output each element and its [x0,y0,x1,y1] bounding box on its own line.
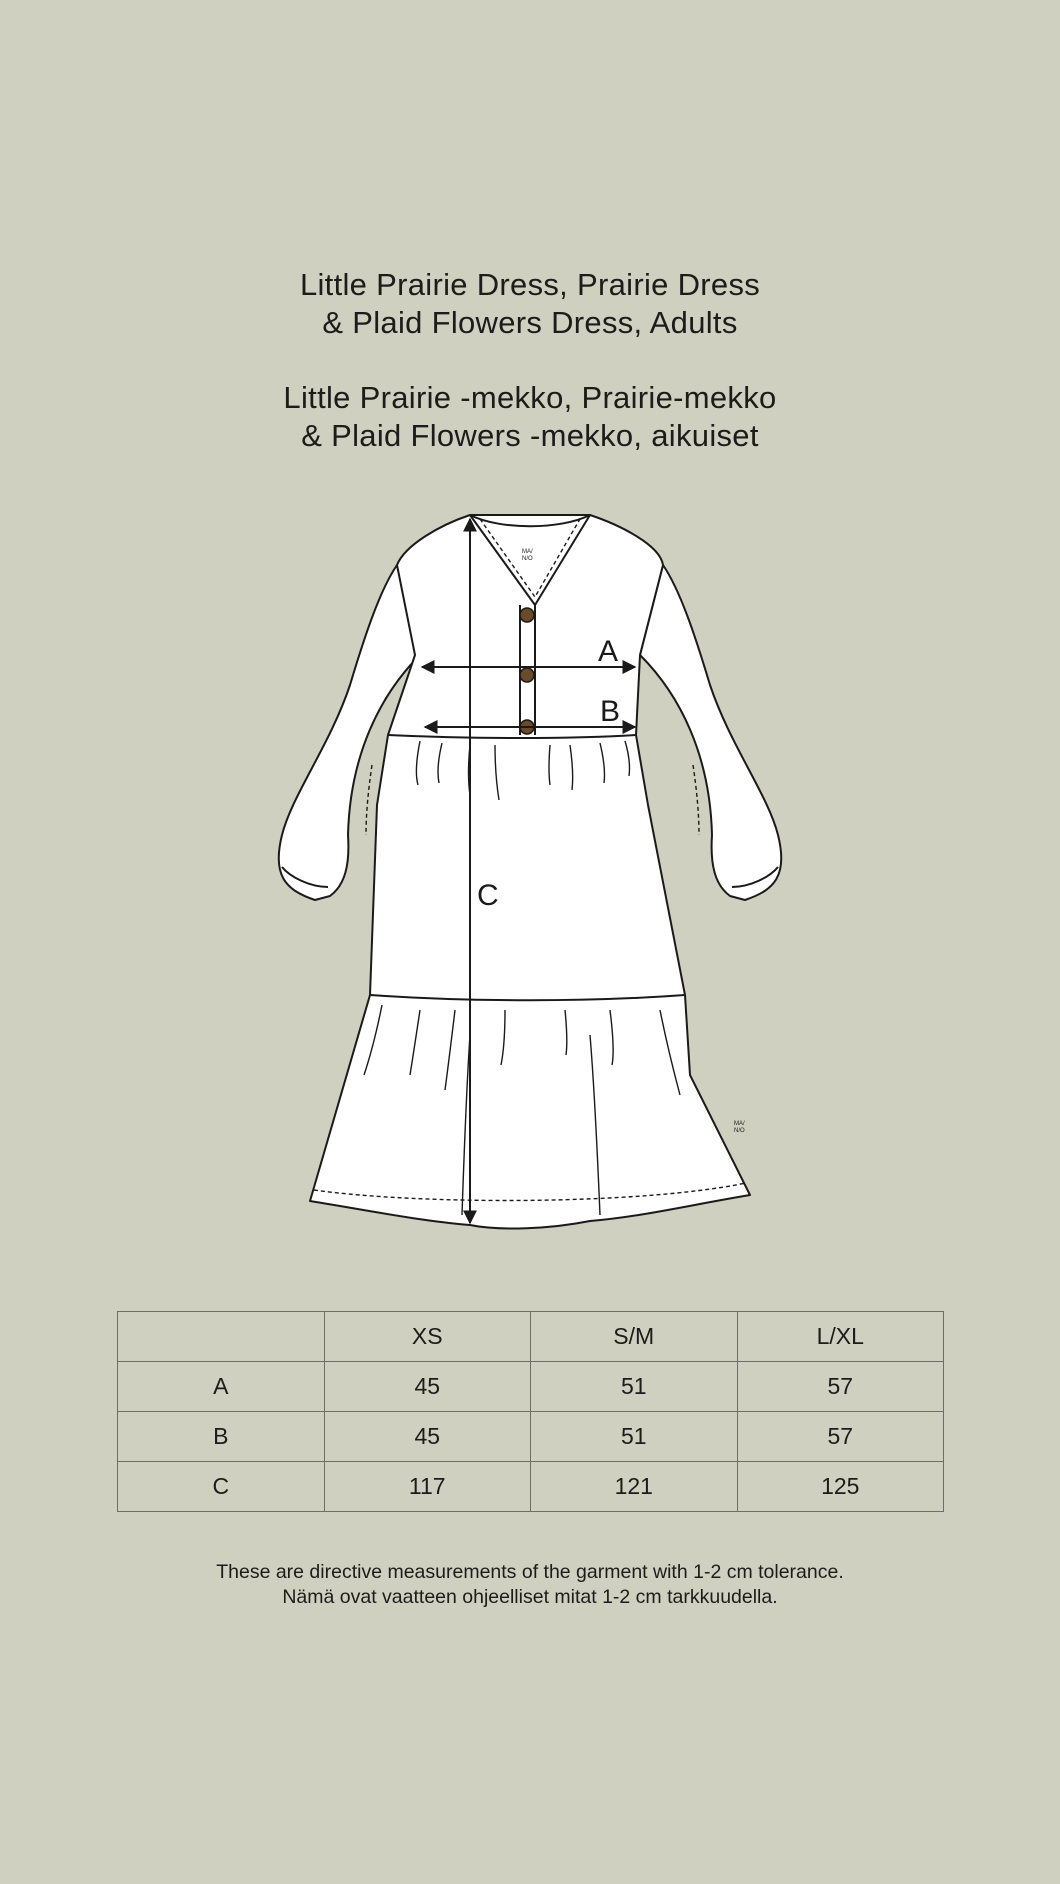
table-row [118,1412,944,1462]
right-sleeve [640,565,781,900]
table-header-cell: L/XL [737,1312,944,1362]
label-c: C [477,879,499,912]
note-fi: Nämä ovat vaatteen ohjeelliset mitat 1-2 cm tarkkuudella. [282,1586,778,1608]
size-table [117,1311,944,1512]
neck-tag: MA/ N/O [522,549,533,562]
table-cell: 51 [531,1412,738,1462]
table-cell: 57 [737,1362,944,1412]
table-header-cell [118,1312,325,1362]
table-row [118,1462,944,1512]
title-en-line2: & Plaid Flowers Dress, Adults [322,305,738,340]
table-cell: 45 [324,1362,531,1412]
table-cell: 51 [531,1362,738,1412]
label-b: B [600,695,621,728]
dress-diagram [270,505,790,1235]
row-label: C [118,1462,325,1512]
table-row [118,1362,944,1412]
title-en-line1: Little Prairie Dress, Prairie Dress [299,267,761,302]
table-header-cell: S/M [531,1312,738,1362]
page-title [0,266,1060,455]
tolerance-note [0,1560,1060,1610]
table-cell: 121 [531,1462,738,1512]
table-cell: 117 [324,1462,531,1512]
dress-illustration [270,505,790,1235]
title-fi-line2: & Plaid Flowers -mekko, aikuiset [301,418,759,453]
side-tag: MA/ N/O [734,1121,745,1134]
note-en: These are directive measurements of the garment with 1-2 cm tolerance. [216,1561,844,1583]
table-cell: 57 [737,1412,944,1462]
table-header-cell: XS [324,1312,531,1362]
title-fi-line1: Little Prairie -mekko, Prairie-mekko [283,380,777,415]
label-a: A [598,635,619,668]
row-label: A [118,1362,325,1412]
button-middle [520,668,534,682]
table-header-row [118,1312,944,1362]
table-cell: 125 [737,1462,944,1512]
button-top [520,608,534,622]
row-label: B [118,1412,325,1462]
table-cell: 45 [324,1412,531,1462]
